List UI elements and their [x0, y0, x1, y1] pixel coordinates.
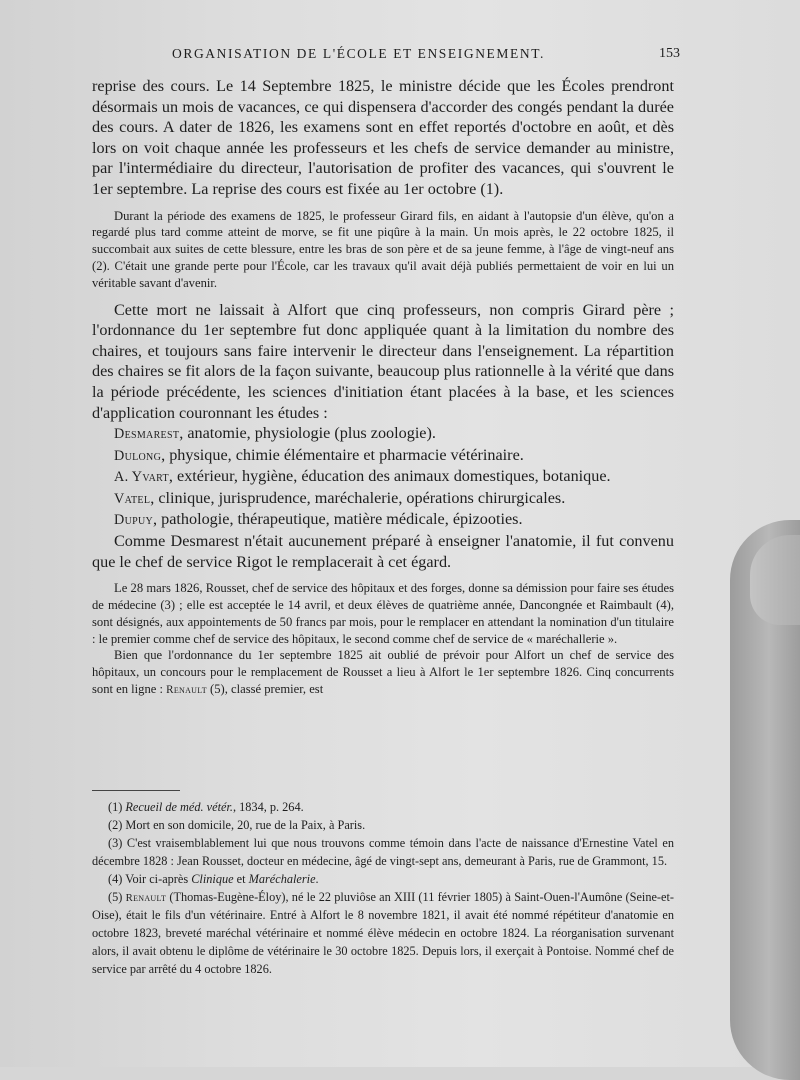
renault-name: Renault [166, 684, 207, 697]
concours-text: Bien que l'ordonnance du 1er septembre 1825 ait oublié de prévoir pour Alfort un chef de service des hôpitaux, un concours pour le remplacement de Rousset a lieu à Alfort le 1er septembre 1826. Cinq concurrents sont en ligne : [92, 648, 674, 697]
footnote-source-title: Recueil de méd. vétér. [125, 800, 233, 814]
concours-text-end: (5), classé premier, est [206, 682, 324, 697]
footnote-text: et [233, 871, 249, 886]
chair-subjects: , physique, chimie élémentaire et pharmacie vétérinaire. [161, 445, 524, 464]
footnote-ref-marechalerie: Maréchalerie [248, 871, 316, 886]
page-number: 153 [659, 46, 680, 61]
professor-name: Dupuy [114, 512, 154, 529]
professor-name: Dulong [114, 447, 162, 464]
chair-subjects: , anatomie, physiologie (plus zoologie). [179, 424, 436, 443]
renault-name: Renault [125, 891, 167, 904]
footnotes [92, 790, 674, 979]
paragraph-vacances: reprise des cours. Le 14 Septembre 1825, le ministre décide que les Écoles prendront désormais un mois de vacances, ce qui dispensera d'accorder des congés pendant la durée des cours. A dater de 1826, les examens sont en effet reportés d'octobre en août, et dès lors on voit chaque année les professeurs et les chefs de service demander au ministre, par l'intermédiaire du directeur, l'autorisation de profiter des vacances, qui s'ouvrent le 1er septembre. La reprise des cours est fixée au 1er octobre (1). [92, 77, 674, 198]
paragraph-chaires: Cette mort ne laissait à Alfort que cinq professeurs, non compris Girard père ; l'ordonnance du 1er septembre fut donc appliquée quant à la limitation du nombre des chaires, et toujours sans faire intervenir le directeur dans l'enseignement. La répartition des chaires se fit alors de la façon suivante, beaucoup plus rationnelle à la vérité que dans la période précédente, les sciences d'initiation étant placées à la base, et les sciences d'application couronnant les études : [92, 300, 674, 422]
main-text [92, 76, 674, 699]
professor-name: Desmarest [114, 426, 180, 443]
chair-subjects: , pathologie, thérapeutique, matière médicale, épizooties. [153, 510, 523, 529]
footnote-text: , 1834, p. 264. [232, 800, 304, 814]
footnote-ref-clinique: Clinique [191, 871, 234, 886]
footnote-number: (5) [108, 889, 126, 904]
chair-item [92, 466, 674, 488]
footnote-5 [92, 889, 674, 980]
chair-item [92, 488, 674, 510]
chairs-list [92, 423, 674, 531]
footnote-rule [92, 790, 180, 791]
professor-name: A. Yvart [114, 469, 169, 486]
chair-subjects: , extérieur, hygiène, éducation des animaux domestiques, botanique. [168, 467, 611, 486]
chair-item [92, 509, 674, 531]
paragraph-rousset: Le 28 mars 1826, Rousset, chef de service des hôpitaux et des forges, donne sa démission pour faire ses études de médecine (3) ; elle est acceptée le 14 avril, et deux élèves de quatrième année, Dancongnée et Raimbault (4), sont désignés, aux appointements de 50 francs par mois, pour le remplacer en attendant la nomination d'un titulaire : le premier comme chef de service des hôpitaux, le second comme chef de service de « maréchallerie ». [92, 581, 674, 646]
footnote-4 [92, 871, 674, 889]
footnote-2: (2) Mort en son domicile, 20, rue de la Paix, à Paris. [108, 817, 366, 832]
footnote-text: (4) Voir ci-après [108, 871, 192, 886]
chair-item [92, 445, 674, 467]
running-title: ORGANISATION DE L'ÉCOLE ET ENSEIGNEMENT. [172, 46, 546, 61]
footnote-text: . [315, 871, 319, 886]
chair-item [92, 423, 674, 445]
footnote-text: (Thomas-Eugène-Éloy), né le 22 pluviôse an XIII (11 février 1805) à Saint-Ouen-l'Aumône (Seine-et-Oise), était le fils d'un vétérinaire. Entré à Alfort le 8 novembre 1821, il avait été nommé répétiteur d'anatomie en octobre 1823, breveté maréchal vétérinaire et nommé élève médecin en octobre 1824. La réorganisation survenant alors, il avait obtenu le diplôme de vétérinaire le 30 octobre 1825. Depuis lors, il exerçait à Pontoise. Nommé chef de service par arrêté du 4 octobre 1826. [92, 889, 674, 977]
footnote-3: (3) C'est vraisemblablement lui que nous trouvons comme témoin dans l'acte de naissance d'Ernestine Vatel en décembre 1828 : Jean Rousset, docteur en médecine, âgé de vingt-sept ans, demeurant à Paris, rue de Grammont, 15. [92, 835, 674, 868]
professor-name: Vatel [114, 490, 151, 507]
footnote-number: (1) [108, 800, 126, 814]
footnote-1 [92, 799, 674, 817]
paragraph-concours [92, 647, 674, 698]
chair-subjects: , clinique, jurisprudence, maréchalerie, opérations chirurgicales. [150, 488, 566, 507]
paragraph-girard: Durant la période des examens de 1825, le professeur Girard fils, en aidant à l'autopsie d'un élève, qu'on a regardé plus tard comme atteint de morve, se fit une piqûre à la main. Un mois après, le 22 octobre 1825, il succombait aux suites de cette blessure, entre les bras de son père et de sa jeune femme, à l'âge de vingt-neuf ans (2). C'était une grande perte pour l'École, car les travaux qu'il avait déjà publiés permettaient de voir en lui un véritable savant d'avenir. [92, 208, 674, 290]
paragraph-desmarest: Comme Desmarest n'était aucunement préparé à enseigner l'anatomie, il fut convenu que le chef de service Rigot le remplacerait à cet égard. [92, 532, 674, 571]
